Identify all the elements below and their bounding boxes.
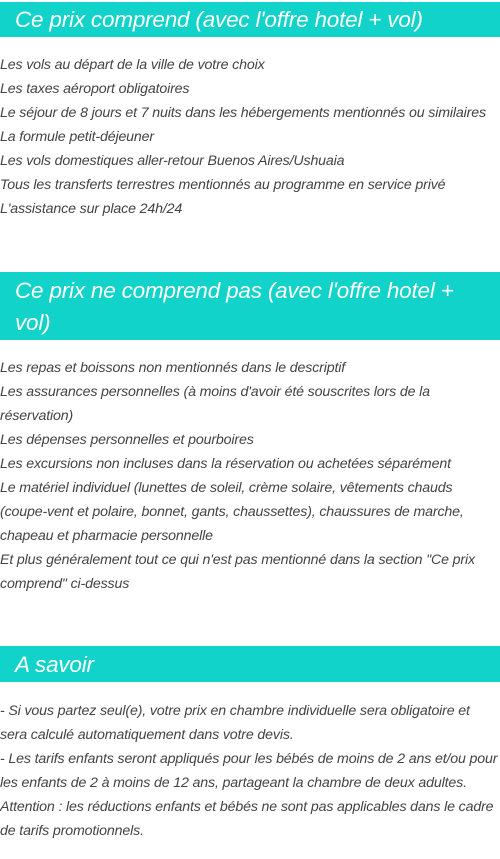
not-included-list — [0, 356, 500, 596]
list-item: Les assurances personnelles (à moins d'avoir été souscrites lors de la réservation) — [0, 384, 430, 424]
list-item: La formule petit-déjeuner — [0, 129, 154, 145]
section-title-a-savoir: A savoir — [0, 646, 500, 682]
list-item: Attention : les réductions enfants et bébés ne sont pas applicables dans le cadre de tarifs promotionnels. — [0, 799, 494, 839]
included-list — [0, 53, 500, 221]
list-item: Le séjour de 8 jours et 7 nuits dans les hébergements mentionnés ou similaires — [0, 105, 486, 121]
list-item: Les dépenses personnelles et pourboires — [0, 432, 254, 448]
list-item: Les vols domestiques aller-retour Buenos Aires/Ushuaia — [0, 153, 345, 169]
list-item: - Les tarifs enfants seront appliqués pour les bébés de moins de 2 ans et/ou pour les enfants de 2 à moins de 12 ans, partageant la chambre de deux adultes. — [0, 751, 498, 791]
list-item: Tous les transferts terrestres mentionnés au programme en service privé — [0, 177, 446, 193]
list-item: Les repas et boissons non mentionnés dans le descriptif — [0, 360, 346, 376]
list-item: Les taxes aéroport obligatoires — [0, 81, 190, 97]
list-item: - Si vous partez seul(e), votre prix en chambre individuelle sera obligatoire et sera calculé automatiquement dans votre devis. — [0, 703, 470, 743]
a-savoir-list — [0, 699, 500, 843]
list-item: Le matériel individuel (lunettes de soleil, crème solaire, vêtements chauds (coupe-vent et polaire, bonnet, gants, chaussettes), chaussures de marche, chapeau et pharmacie personnelle — [0, 480, 464, 544]
list-item: L'assistance sur place 24h/24 — [0, 201, 183, 217]
section-title-not-included: Ce prix ne comprend pas (avec l'offre hotel + vol) — [0, 272, 500, 340]
section-title-included: Ce prix comprend (avec l'offre hotel + vol) — [0, 2, 500, 37]
list-item: Les vols au départ de la ville de votre choix — [0, 57, 265, 73]
list-item: Les excursions non incluses dans la réservation ou achetées séparément — [0, 456, 451, 472]
list-item: Et plus généralement tout ce qui n'est pas mentionné dans la section "Ce prix comprend" ci-dessus — [0, 552, 475, 592]
